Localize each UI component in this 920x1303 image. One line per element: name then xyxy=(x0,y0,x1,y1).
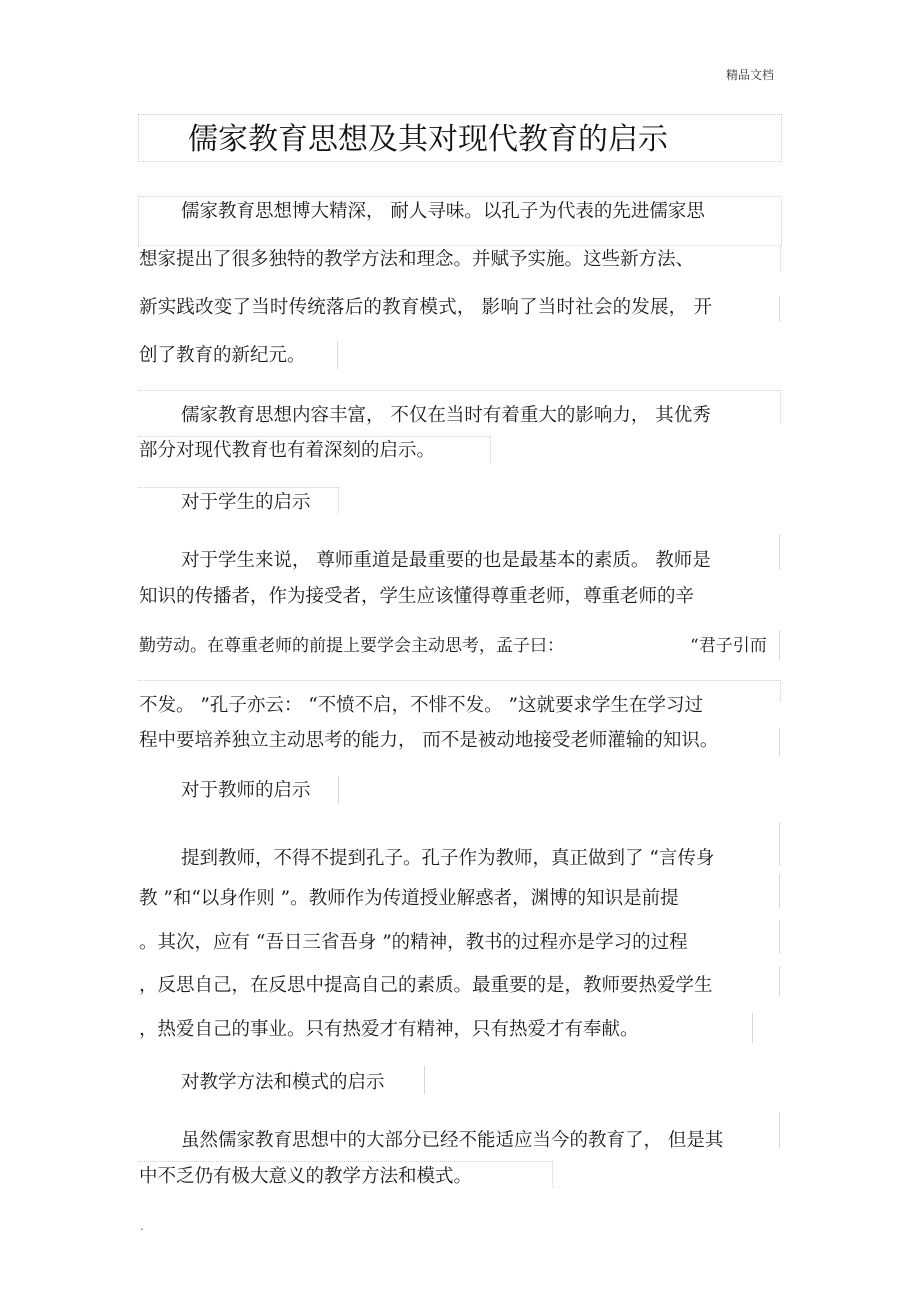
line-edge xyxy=(779,966,780,996)
line-edge xyxy=(779,728,780,756)
paragraph-line: 中不乏仍有极大意义的教学方法和模式。 xyxy=(139,1166,473,1187)
paragraph-line: 勤劳动。在尊重老师的前提上要学会主动思考，孟子曰： xyxy=(139,636,564,656)
section-heading: 对于教师的启示 xyxy=(181,780,311,801)
paragraph-line: 新实践改变了当时传统落后的教育模式， 影响了当时社会的发展， 开 xyxy=(139,297,713,318)
paragraph-line: ，热爱自己的事业。只有热爱才有精神，只有热爱才有奉献。 xyxy=(139,1019,639,1040)
paragraph-line: ，反思自己，在反思中提高自己的素质。最重要的是，教师要热爱学生 xyxy=(139,975,713,996)
paragraph-line: 儒家教育思想博大精深， 耐人寻味。以孔子为代表的先进儒家思 xyxy=(181,201,705,222)
line-edge xyxy=(337,341,338,369)
paragraph-line: “君子引而 xyxy=(690,636,767,656)
section-heading: 对于学生的启示 xyxy=(181,492,311,513)
paragraph-line: 不发。 ”孔子亦云： “不愤不启，不悱不发。 ”这就要求学生在学习过 xyxy=(139,695,704,716)
line-frame xyxy=(138,436,491,463)
line-edge xyxy=(779,1112,780,1148)
page-title: 儒家教育思想及其对现代教育的启示 xyxy=(188,122,668,157)
line-edge xyxy=(779,296,780,322)
paragraph-line: 部分对现代教育也有着深刻的启示。 xyxy=(139,440,436,461)
line-frame xyxy=(138,245,781,272)
line-edge xyxy=(752,1013,753,1043)
section-heading: 对教学方法和模式的启示 xyxy=(181,1072,385,1093)
paragraph-line: 。其次，应有 “吾日三省吾身 ”的精神，教书的过程亦是学习的过程 xyxy=(139,932,688,953)
heading-frame xyxy=(138,487,339,514)
paragraph-line: 儒家教育思想内容丰富， 不仅在当时有着重大的影响力， 其优秀 xyxy=(181,405,711,426)
paragraph-line: 想家提出了很多独特的教学方法和理念。并赋予实施。这些新方法、 xyxy=(139,249,695,270)
paragraph-line: 程中要培养独立主动思考的能力， 而不是被动地接受老师灌输的知识。 xyxy=(139,730,719,751)
paragraph-line: 提到教师，不得不提到孔子。孔子作为教师，真正做到了 “言传身 xyxy=(181,848,715,869)
paragraph-line: 对于学生来说， 尊师重道是最重要的也是最基本的素质。 教师是 xyxy=(181,550,711,571)
footer-mark: . xyxy=(140,1219,144,1233)
header-label: 精品文档 xyxy=(726,68,775,82)
paragraph-line: 知识的传播者，作为接受者，学生应该懂得尊重老师，尊重老师的辛 xyxy=(139,586,695,607)
line-edge xyxy=(779,534,780,570)
line-edge xyxy=(424,1066,425,1094)
line-edge xyxy=(779,630,780,660)
paragraph-line: 创了教育的新纪元。 xyxy=(139,345,306,366)
paragraph-line: 教 ”和“以身作则 ”。教师作为传道授业解惑者，渊博的知识是前提 xyxy=(139,888,679,909)
line-edge xyxy=(779,822,780,866)
line-frame xyxy=(138,1161,553,1188)
line-edge xyxy=(779,874,780,908)
line-edge xyxy=(338,776,339,804)
paragraph-line: 虽然儒家教育思想中的大部分已经不能适应当今的教育了， 但是其 xyxy=(181,1130,724,1151)
line-edge xyxy=(779,920,780,954)
